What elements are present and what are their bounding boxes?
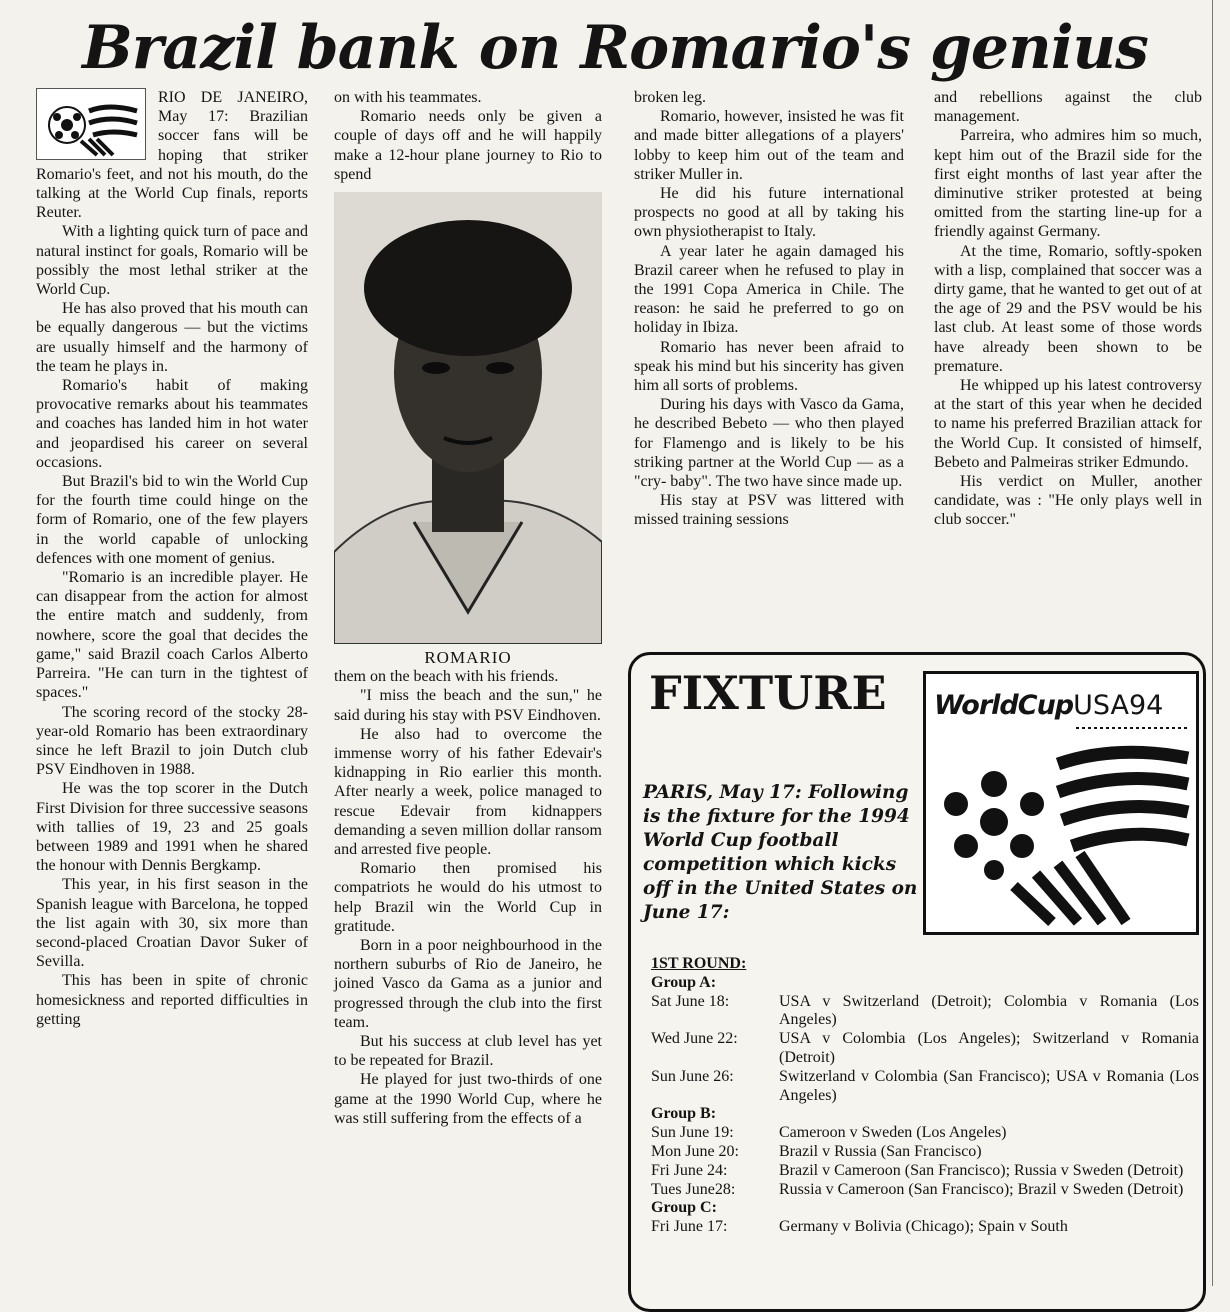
match-desc: Russia v Cameroon (San Francisco); Brazil v Sweden (Detroit) — [779, 1180, 1184, 1198]
match-date: Mon June 20: — [651, 1142, 739, 1160]
match-desc: Switzerland v Colombia (San Francisco); USA v Romania (Los Angeles) — [779, 1067, 1199, 1104]
match-row — [651, 1181, 1199, 1200]
paragraph: "Romario is an incredible player. He can disappear from the action for almost the entire match and suddenly, from nowhere, score the goal that decides the game," said Brazil coach Carlos Alberto Parreira. "He can turn in the tightest of spaces." — [36, 569, 308, 702]
fixture-box — [628, 652, 1206, 1312]
match-date: Wed June 22: — [651, 1030, 738, 1048]
paragraph: His verdict on Muller, another candidate, was : "He only plays well in club soccer." — [934, 473, 1202, 529]
match-desc: Brazil v Cameroon (San Francisco); Russia v Sweden (Detroit) — [779, 1161, 1184, 1179]
paragraph: RIO DE JANEIRO, May 17: Brazilian soccer fans will be hoping that striker Romario's feet, and not his mouth, do the talking at the World Cup finals, reports Reuter. — [36, 89, 308, 222]
fixture-schedule — [651, 955, 1199, 1237]
article-column-1 — [36, 88, 308, 1029]
article-column-2 — [334, 88, 602, 1128]
match-row — [651, 1218, 1199, 1237]
paragraph: But Brazil's bid to win the World Cup for the fourth time could hinge on the form of Romario, one of the few players in the world capable of unlocking defences with one moment of genius. — [36, 473, 308, 567]
match-row — [651, 993, 1199, 1031]
paragraph: The scoring record of the stocky 28-year-old Romario has been extraordinary since he left Brazil to join Dutch club PSV Eindhoven in 1988. — [36, 703, 308, 779]
match-desc: Brazil v Russia (San Francisco) — [779, 1142, 982, 1160]
paragraph: and rebellions against the club management. — [934, 89, 1202, 126]
group-heading: Group B: — [651, 1105, 717, 1123]
soccer-ball-stripes-icon — [926, 674, 1196, 932]
paragraph: broken leg. — [634, 89, 706, 106]
paragraph: on with his teammates. — [334, 89, 482, 106]
article-column-4 — [934, 88, 1202, 530]
match-desc: Cameroon v Sweden (Los Angeles) — [779, 1124, 1007, 1142]
paragraph: them on the beach with his friends. — [334, 668, 559, 686]
match-row — [651, 1143, 1199, 1162]
group-heading: Group C: — [651, 1199, 717, 1217]
paragraph: He was the top scorer in the Dutch First Division for three successive seasons with tallies of 19, 23 and 25 goals between 1989 and 1991 when he shared the honour with Dennis Bergkamp. — [36, 780, 308, 875]
paragraph: "I miss the beach and the sun," he said during his stay with PSV Eindhoven. — [334, 687, 602, 724]
group-heading: Group A: — [651, 973, 717, 991]
fixture-title: FIXTURE — [649, 666, 887, 720]
paragraph: Romario then promised his compatriots he would do his utmost to help Brazil win the World Cup in gratitude. — [334, 860, 602, 935]
match-date: Fri June 17: — [651, 1218, 728, 1236]
paragraph: A year later he again damaged his Brazil career when he refused to play in the 1991 Copa America in Chile. The reason: he said he preferred to go on holiday in Ibiza. — [634, 242, 904, 337]
paragraph: He played for just two-thirds of one game at the 1990 World Cup, where he was still suffering from the effects of a — [334, 1071, 602, 1127]
paragraph: Romario's habit of making provocative remarks about his teammates and coaches has landed him in hot water and jeopardised his career on several occasions. — [36, 377, 308, 471]
headline: Brazil bank on Romario's genius — [82, 13, 1148, 83]
article-column-3 — [634, 88, 904, 530]
match-date: Tues June28: — [651, 1180, 736, 1198]
match-row — [651, 1124, 1199, 1143]
match-row — [651, 1162, 1199, 1181]
paragraph: He did his future international prospects no good at all by taking his own physiotherapist to Italy. — [634, 185, 904, 241]
paragraph: At the time, Romario, softly-spoken with a lisp, complained that soccer was a dirty game, that he wanted to get out of at the age of 29 and the PSV would be his last club. At least some of those words have already been shown to be premature. — [934, 242, 1202, 375]
paragraph: This has been in spite of chronic homesickness and reported difficulties in getting — [36, 972, 308, 1028]
romario-photo — [334, 192, 602, 644]
match-date: Sat June 18: — [651, 992, 730, 1010]
paragraph: But his success at club level has yet to be repeated for Brazil. — [334, 1033, 602, 1070]
logo-text-rest: USA94 — [1073, 690, 1164, 721]
paragraph: With a lighting quick turn of pace and natural instinct for goals, Romario will be possibly the most lethal striker at the World Cup. — [36, 223, 308, 299]
paragraph: Parreira, who admires him so much, kept him out of the Brazil side for the first eight months of last year after the diminutive striker protested at being omitted from the starting line-up for a friendly against Germany. — [934, 127, 1202, 241]
paragraph: His stay at PSV was littered with missed training sessions — [634, 492, 904, 529]
fixture-intro: PARIS, May 17: Following is the fixture for the 1994 World Cup football competition which kicks off in the United States on June 17: — [643, 782, 918, 923]
column-rule — [1212, 0, 1213, 1286]
paragraph: Born in a poor neighbourhood in the northern suburbs of Rio de Janeiro, he joined Vasco da Gama as a junior and progressed through the club into the first team. — [334, 937, 602, 1031]
paragraph: Romario needs only be given a couple of days off and he will happily make a 12-hour plane journey to Rio to spend — [334, 108, 602, 183]
paragraph: Romario has never been afraid to speak his mind but his sincerity has given him all sorts of problems. — [634, 338, 904, 395]
paragraph: During his days with Vasco da Gama, he described Bebeto — who then played for Flamengo and is likely to be his striking partner at the World Cup — as a "cry- baby". The two have since made up. — [634, 396, 904, 491]
paragraph: He has also proved that his mouth can be equally dangerous — but the victims are usually himself and the harmony of the team he plays in. — [36, 300, 308, 375]
world-cup-logo-icon — [36, 88, 146, 160]
match-desc: USA v Colombia (Los Angeles); Switzerland v Romania (Detroit) — [779, 1030, 1199, 1066]
paragraph: He also had to overcome the immense worry of his father Edevair's kidnapping in Rio earlier this month. After nearly a week, police managed to rescue Edevair from kidnappers demanding a seven million dollar ransom and arrested five people. — [334, 725, 602, 859]
match-date: Sun June 26: — [651, 1067, 734, 1085]
match-desc: Germany v Bolivia (Chicago); Spain v South — [779, 1218, 1068, 1236]
photo-caption: ROMARIO — [424, 648, 512, 668]
match-date: Sun June 19: — [651, 1124, 734, 1142]
match-date: Fri June 24: — [651, 1161, 728, 1179]
match-row — [651, 1030, 1199, 1068]
paragraph: He whipped up his latest controversy at the start of this year when he decided to name his preferred Brazilian attack for the World Cup. It consisted of himself, Bebeto and Palmeiras striker Edmundo. — [934, 377, 1202, 471]
match-desc: USA v Switzerland (Detroit); Colombia v Romania (Los Angeles) — [779, 992, 1199, 1029]
world-cup-usa94-logo — [923, 671, 1199, 935]
paragraph: This year, in his first season in the Spanish league with Barcelona, he topped the list again with 30, six more than second-placed Croatian Davor Suker of Sevilla. — [36, 876, 308, 971]
logo-text-bold: WorldCup — [934, 690, 1074, 721]
paragraph: Romario, however, insisted he was fit and made bitter allegations of a players' lobby to keep him out of the team and striker Muller in. — [634, 108, 904, 183]
round-heading: 1ST ROUND: — [651, 955, 747, 972]
match-row — [651, 1068, 1199, 1106]
